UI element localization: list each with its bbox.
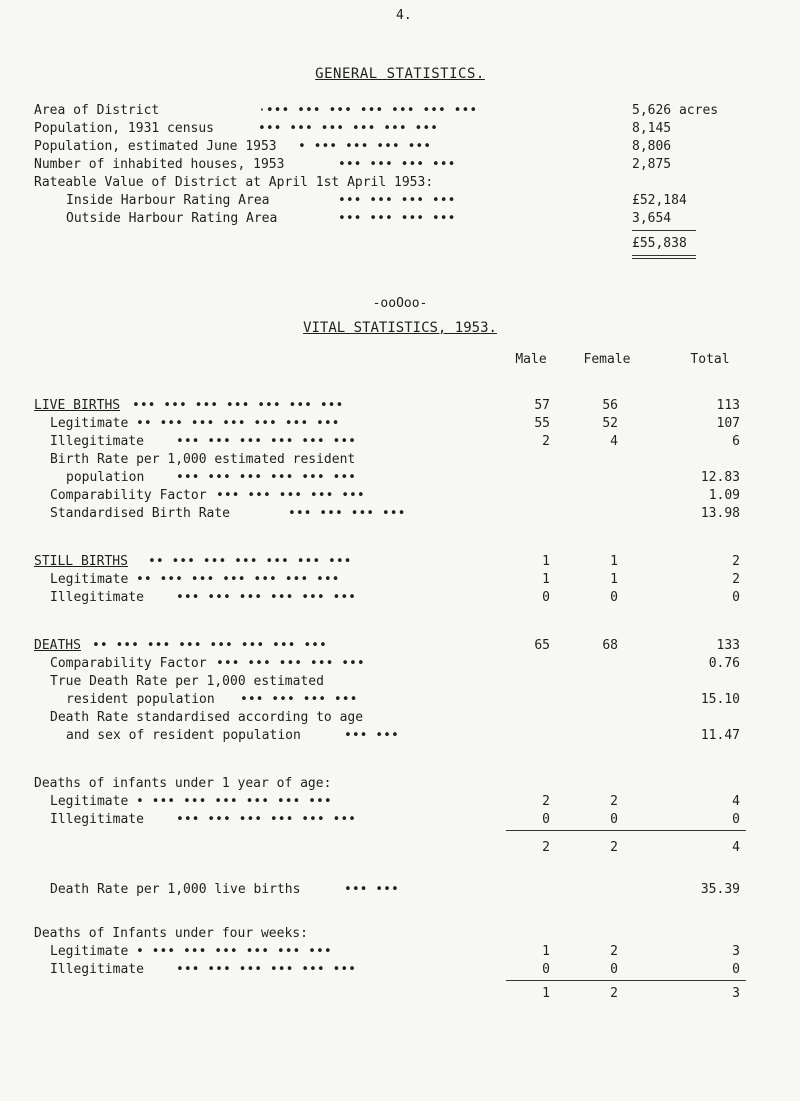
row-label: Deaths of infants under 1 year of age: <box>34 776 332 791</box>
general-statistics-title: GENERAL STATISTICS. <box>315 66 485 82</box>
cell-male: 2 <box>542 434 550 449</box>
table-row: Legitimate • ••• ••• ••• ••• ••• ••• 1 2 3 <box>50 944 740 959</box>
subtotal-row <box>0 986 760 1004</box>
cell-total: 6 <box>732 434 740 449</box>
cell-total: 0 <box>732 812 740 827</box>
gs-label: Population, 1931 census <box>34 121 215 136</box>
row-label: resident population <box>66 692 215 707</box>
table-row: Comparability Factor ••• ••• ••• ••• ••• 0.76 <box>50 656 740 671</box>
cell-female: 4 <box>610 434 618 449</box>
table-row: population ••• ••• ••• ••• ••• ••• 12.83 <box>66 470 740 485</box>
row-label: Legitimate <box>50 416 129 431</box>
row-label: STILL BIRTHS <box>34 554 128 569</box>
gs-value: 8,806 <box>632 139 672 154</box>
cell-total: 11.47 <box>700 728 740 743</box>
table-row: Illegitimate ••• ••• ••• ••• ••• ••• 0 0 0 <box>50 590 740 605</box>
row-label: Illegitimate <box>50 962 144 977</box>
gs-value: 5,626 acres <box>632 103 719 118</box>
table-row: STILL BIRTHS •• ••• ••• ••• ••• ••• ••• 1 1 2 <box>34 554 740 569</box>
cell-total: 1.09 <box>708 488 740 503</box>
gs-row: Inside Harbour Rating Area ••• ••• ••• ••• £52,184 <box>66 193 687 208</box>
gs-label: Outside Harbour Rating Area <box>66 211 278 226</box>
table-row: LIVE BIRTHS ••• ••• ••• ••• ••• ••• ••• 57 56 113 <box>34 398 740 413</box>
table-row <box>0 674 760 692</box>
row-label: Legitimate <box>50 794 129 809</box>
cell-male: 1 <box>542 572 550 587</box>
cell-female: 1 <box>610 572 618 587</box>
cell-male: 57 <box>534 398 550 413</box>
gs-value: 2,875 <box>632 157 672 172</box>
section-separator: -ooOoo- <box>372 296 428 311</box>
table-row: Illegitimate ••• ••• ••• ••• ••• ••• 2 4 6 <box>50 434 740 449</box>
table-row: and sex of resident population ••• ••• 11.47 <box>66 728 740 743</box>
header-female: Female <box>583 352 631 367</box>
gs-value: 8,145 <box>632 121 672 136</box>
cell-total: 13.98 <box>700 506 740 521</box>
cell-total: 12.83 <box>700 470 740 485</box>
cell-female: 0 <box>610 962 618 977</box>
table-row: Illegitimate ••• ••• ••• ••• ••• ••• 0 0 0 <box>50 962 740 977</box>
cell-male: 2 <box>542 794 550 809</box>
table-row <box>0 776 760 794</box>
gs-total-row <box>34 236 764 254</box>
table-row: Illegitimate ••• ••• ••• ••• ••• ••• 0 0 0 <box>50 812 740 827</box>
gs-label: Rateable Value of District at April 1st April 1953: <box>34 175 434 190</box>
gs-row: Area of District ·••• ••• ••• ••• ••• ••• ••• 5,626 acres <box>34 103 719 118</box>
cell-female: 52 <box>602 416 618 431</box>
cell-female: 2 <box>610 840 618 855</box>
row-label: Illegitimate <box>50 812 144 827</box>
cell-male: 0 <box>542 590 550 605</box>
cell-total: 0 <box>732 590 740 605</box>
gs-label: Population, estimated June 1953 <box>34 139 277 154</box>
cell-total: 2 <box>732 554 740 569</box>
table-row: Legitimate • ••• ••• ••• ••• ••• ••• 2 2 4 <box>50 794 740 809</box>
gs-label: Inside Harbour Rating Area <box>66 193 270 208</box>
cell-total: 0.76 <box>708 656 740 671</box>
subtotal-rule <box>506 830 746 831</box>
row-label: Illegitimate <box>50 590 144 605</box>
gs-value: £52,184 <box>632 193 687 208</box>
cell-female: 2 <box>610 794 618 809</box>
row-label: Death Rate standardised according to age <box>50 710 364 725</box>
cell-total: 133 <box>716 638 740 653</box>
row-label: Comparability Factor <box>50 488 207 503</box>
cell-male: 0 <box>542 962 550 977</box>
row-label: Deaths of Infants under four weeks: <box>34 926 308 941</box>
total-rule <box>632 255 696 256</box>
cell-male: 0 <box>542 812 550 827</box>
cell-total: 35.39 <box>700 882 740 897</box>
row-label: Comparability Factor <box>50 656 207 671</box>
cell-total: 4 <box>732 840 740 855</box>
table-row: Legitimate •• ••• ••• ••• ••• ••• ••• 55 52 107 <box>50 416 740 431</box>
row-label: Death Rate per 1,000 live births <box>50 882 301 897</box>
cell-female: 2 <box>610 944 618 959</box>
cell-male: 2 <box>542 840 550 855</box>
cell-total: 3 <box>732 986 740 1001</box>
cell-male: 1 <box>542 986 550 1001</box>
row-label: Birth Rate per 1,000 estimated resident <box>50 452 356 467</box>
gs-value: 3,654 <box>632 211 672 226</box>
row-label: Legitimate <box>50 572 129 587</box>
gs-row: Outside Harbour Rating Area ••• ••• ••• ••• 3,654 <box>66 211 672 226</box>
row-label: True Death Rate per 1,000 estimated <box>50 674 324 689</box>
cell-male: 1 <box>542 554 550 569</box>
gs-label: Area of District <box>34 103 160 118</box>
total-rule-double <box>632 258 696 259</box>
subtotal-rule <box>632 230 696 231</box>
row-label: Legitimate <box>50 944 129 959</box>
row-label: DEATHS <box>34 638 81 653</box>
header-total: Total <box>690 352 730 367</box>
cell-total: 4 <box>732 794 740 809</box>
cell-total: 113 <box>716 398 740 413</box>
row-label: Standardised Birth Rate <box>50 506 231 521</box>
subtotal-row <box>0 840 760 858</box>
cell-female: 0 <box>610 590 618 605</box>
cell-male: 65 <box>534 638 550 653</box>
table-row <box>0 452 760 470</box>
table-row: DEATHS •• ••• ••• ••• ••• ••• ••• ••• 65 68 133 <box>34 638 740 653</box>
table-row: Comparability Factor ••• ••• ••• ••• ••• 1.09 <box>50 488 740 503</box>
cell-female: 68 <box>602 638 618 653</box>
column-headers <box>0 352 760 370</box>
table-row <box>0 926 760 944</box>
cell-female: 56 <box>602 398 618 413</box>
gs-row: Population, estimated June 1953 • ••• ••• ••• ••• 8,806 <box>34 139 672 154</box>
cell-female: 2 <box>610 986 618 1001</box>
header-male: Male <box>515 352 547 367</box>
table-row: Legitimate •• ••• ••• ••• ••• ••• ••• 1 1 2 <box>50 572 740 587</box>
cell-male: 1 <box>542 944 550 959</box>
table-row: resident population ••• ••• ••• ••• 15.10 <box>66 692 740 707</box>
cell-total: 3 <box>732 944 740 959</box>
cell-total: 15.10 <box>700 692 740 707</box>
cell-male: 55 <box>534 416 550 431</box>
row-label: LIVE BIRTHS <box>34 398 121 413</box>
cell-total: 0 <box>732 962 740 977</box>
row-label: and sex of resident population <box>66 728 301 743</box>
cell-female: 1 <box>610 554 618 569</box>
subtotal-rule <box>506 980 746 981</box>
gs-total: £55,838 <box>632 236 687 251</box>
table-row <box>0 710 760 728</box>
gs-row: Number of inhabited houses, 1953 ••• ••• ••• ••• 2,875 <box>34 157 672 172</box>
table-row: Standardised Birth Rate ••• ••• ••• ••• 13.98 <box>50 506 740 521</box>
row-label: population <box>66 470 145 485</box>
cell-female: 0 <box>610 812 618 827</box>
gs-row: Population, 1931 census ••• ••• ••• ••• ••• ••• 8,145 <box>34 121 672 136</box>
gs-label: Number of inhabited houses, 1953 <box>34 157 285 172</box>
gs-row <box>34 175 764 193</box>
cell-total: 2 <box>732 572 740 587</box>
cell-total: 107 <box>716 416 740 431</box>
page-number: 4. <box>396 8 412 23</box>
vital-statistics-title: VITAL STATISTICS, 1953. <box>303 320 497 336</box>
row-label: Illegitimate <box>50 434 144 449</box>
table-row: Death Rate per 1,000 live births ••• ••• 35.39 <box>50 882 740 897</box>
